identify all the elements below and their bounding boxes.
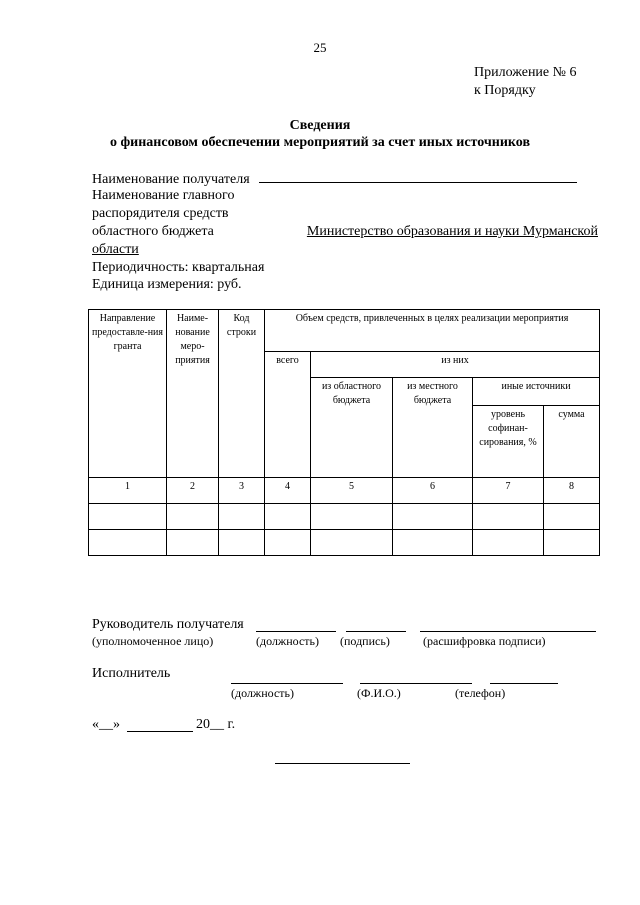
header-cofinancing-level: уровень софинан-сирования, %: [473, 406, 544, 478]
head-position-caption: (должность): [256, 634, 319, 648]
executor-phone-caption: (телефон): [455, 686, 506, 700]
table-cell[interactable]: [167, 504, 219, 530]
col-number: 8: [544, 478, 600, 504]
bottom-separator-line: [275, 763, 410, 764]
header-of-them: из них: [311, 352, 600, 378]
table-cell[interactable]: [311, 530, 393, 556]
col-number: 1: [89, 478, 167, 504]
table-row: [89, 504, 600, 530]
head-decoding-caption: (расшифровка подписи): [423, 634, 546, 648]
page-number: 25: [313, 40, 327, 55]
col-number: 5: [311, 478, 393, 504]
col-number: 6: [393, 478, 473, 504]
manager-value-line1: Министерство образования и науки Мурманской: [306, 224, 598, 239]
manager-label-line3: областного бюджета: [92, 224, 214, 239]
head-caption: (уполномоченное лицо): [92, 634, 214, 648]
form-title: Сведения: [289, 118, 351, 133]
table-cell[interactable]: [167, 530, 219, 556]
col-number: 7: [473, 478, 544, 504]
form-subtitle: о финансовом обеспечении мероприятий за счет иных источников: [109, 135, 531, 150]
table-cell[interactable]: [89, 504, 167, 530]
executor-fio-caption: (Ф.И.О.): [357, 686, 401, 700]
periodicity: Периодичность: квартальная: [92, 260, 265, 275]
manager-label-line2: распорядителя средств: [92, 206, 229, 221]
executor-position-line[interactable]: [231, 683, 343, 684]
table-cell[interactable]: [473, 504, 544, 530]
financing-table: [88, 309, 600, 556]
executor-fio-line[interactable]: [360, 683, 472, 684]
table-cell[interactable]: [544, 530, 600, 556]
appendix-line2: к Порядку: [474, 83, 536, 98]
header-row-code: Код строки: [219, 310, 265, 478]
recipient-field: [92, 169, 577, 189]
head-label: Руководитель получателя: [92, 617, 244, 632]
table-cell[interactable]: [265, 530, 311, 556]
table-cell[interactable]: [393, 530, 473, 556]
appendix-reference: [474, 64, 577, 100]
unit-of-measure: Единица измерения: руб.: [92, 277, 242, 292]
table-cell[interactable]: [473, 530, 544, 556]
executor-label: Исполнитель: [92, 666, 171, 681]
manager-label-line1: Наименование главного: [92, 188, 235, 203]
recipient-label: Наименование получателя: [92, 172, 250, 187]
table-cell[interactable]: [311, 504, 393, 530]
col-number: 4: [265, 478, 311, 504]
header-sum: сумма: [544, 406, 600, 478]
appendix-line1: Приложение № 6: [474, 65, 577, 80]
col-number: 3: [219, 478, 265, 504]
table-cell[interactable]: [219, 504, 265, 530]
table-cell[interactable]: [393, 504, 473, 530]
header-total: всего: [265, 352, 311, 478]
table-cell[interactable]: [219, 530, 265, 556]
header-direction: Направление предоставле-ния гранта: [89, 310, 167, 478]
head-signature-caption: (подпись): [340, 634, 390, 648]
header-volume: Объем средств, привлеченных в целях реализации мероприятия: [265, 310, 600, 352]
table-row: [89, 530, 600, 556]
date-year: 20__ г.: [196, 717, 236, 732]
header-event-name: Наиме-нование меро-приятия: [167, 310, 219, 478]
manager-value-line2: области: [92, 242, 139, 257]
header-other-sources: иные источники: [473, 378, 600, 406]
head-position-line[interactable]: [256, 631, 336, 632]
column-numbers-row: [89, 478, 600, 504]
recipient-blank-line[interactable]: [259, 169, 577, 183]
table-cell[interactable]: [544, 504, 600, 530]
executor-position-caption: (должность): [231, 686, 294, 700]
head-signature-line[interactable]: [346, 631, 406, 632]
header-local-budget: из местного бюджета: [393, 378, 473, 478]
date-month-line[interactable]: [127, 731, 193, 732]
header-regional-budget: из областного бюджета: [311, 378, 393, 478]
col-number: 2: [167, 478, 219, 504]
table-cell[interactable]: [89, 530, 167, 556]
executor-phone-line[interactable]: [490, 683, 558, 684]
date-day: «__»: [92, 717, 120, 732]
table-cell[interactable]: [265, 504, 311, 530]
manager-field: [92, 223, 598, 241]
head-decoding-line[interactable]: [420, 631, 596, 632]
